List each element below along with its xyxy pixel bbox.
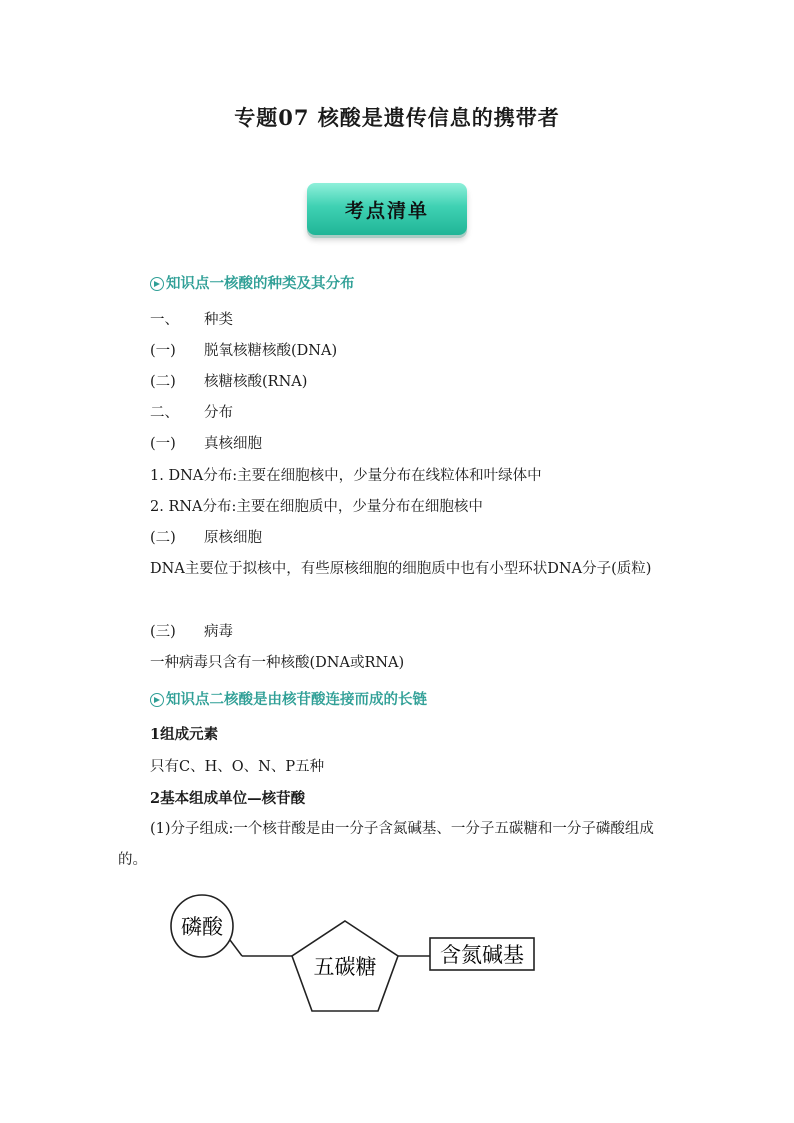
- sugar-label: 五碳糖: [313, 955, 377, 979]
- arrow-circle-icon: [150, 277, 164, 291]
- line-text: 分布: [204, 405, 233, 421]
- line-number: 二、: [150, 405, 179, 421]
- kp2-text-2: (1)分子组成:一个核苷酸是由一分子含氮碱基、一分子五碳糖和一分子磷酸组成的。: [118, 821, 654, 868]
- page-title: 专题07 核酸是遗传信息的携带者: [234, 105, 560, 130]
- kp1-line-10: [150, 622, 233, 642]
- nucleotide-diagram: [160, 890, 550, 1020]
- kp1-line-8: [150, 528, 262, 548]
- connector-line: [230, 940, 242, 956]
- kp1-line-7: 2. RNA分布:主要在细胞质中，少量分布在细胞核中: [150, 499, 483, 515]
- line-number: 一、: [150, 312, 179, 328]
- kp1-line-6: 1. DNA分布:主要在细胞核中，少量分布在线粒体和叶绿体中: [150, 468, 542, 484]
- kp1-heading-text: 知识点一核酸的种类及其分布: [166, 275, 355, 292]
- arrow-circle-icon: [150, 693, 164, 707]
- kp2-heading-text: 知识点二核酸是由核苷酸连接而成的长链: [166, 691, 427, 708]
- kp1-line-5: [150, 434, 262, 454]
- section-banner: [307, 183, 467, 235]
- banner-label: 考点清单: [344, 199, 429, 222]
- line-text: 原核细胞: [204, 530, 262, 546]
- kp1-line-1: [150, 310, 233, 330]
- kp2-heading: [150, 690, 427, 710]
- kp1-heading: [150, 274, 355, 294]
- line-text: 病毒: [204, 624, 233, 640]
- line-text: 种类: [204, 312, 233, 328]
- line-text: 脱氧核糖核酸(DNA): [204, 343, 338, 359]
- base-label: 含氮碱基: [440, 943, 524, 967]
- line-number: (一): [150, 343, 176, 359]
- kp1-line-2: [150, 341, 337, 361]
- kp1-line-11: 一种病毒只含有一种核酸(DNA或RNA): [150, 655, 405, 671]
- kp1-line-4: [150, 403, 233, 423]
- kp1-line-9: DNA主要位于拟核中，有些原核细胞的细胞质中也有小型环状DNA分子(质粒): [150, 561, 652, 577]
- kp2-text-1: 只有C、H、O、N、P五种: [150, 759, 325, 775]
- line-number: (三): [150, 624, 176, 640]
- line-text: 核糖核酸(RNA): [204, 374, 308, 390]
- kp1-line-3: [150, 372, 307, 392]
- line-number: (二): [150, 374, 176, 390]
- line-number: (二): [150, 530, 176, 546]
- line-number: (一): [150, 436, 176, 452]
- kp2-subheading-2: 2基本组成单位—核苷酸: [150, 790, 306, 807]
- line-text: 真核细胞: [204, 436, 262, 452]
- kp2-subheading-1: 1组成元素: [150, 726, 219, 743]
- phosphate-label: 磷酸: [181, 915, 223, 939]
